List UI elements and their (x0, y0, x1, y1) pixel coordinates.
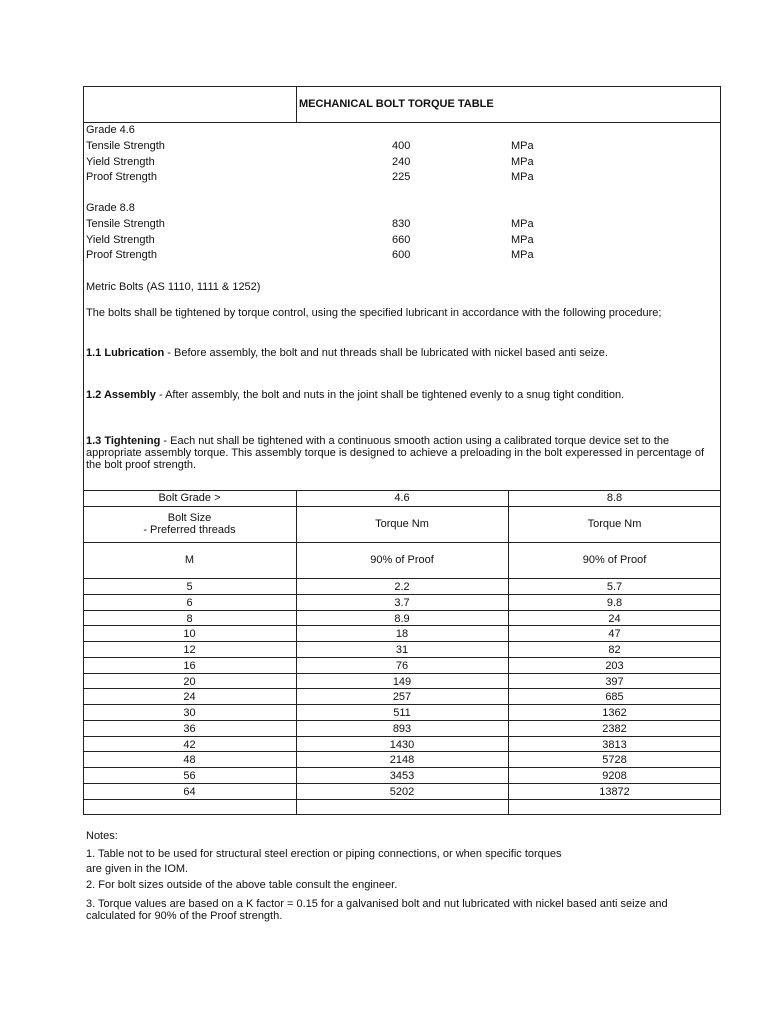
bolt-size-header (83, 506, 296, 542)
property-label: Proof Strength (86, 249, 157, 261)
table-cell: 76 (395, 660, 409, 672)
table-cell: 2.2 (394, 581, 410, 593)
table-cell: 12 (183, 644, 196, 656)
table-cell: 203 (605, 660, 624, 672)
property-label: Tensile Strength (86, 140, 165, 152)
header-cell: 90% of Proof (370, 554, 434, 566)
table-cell: 13872 (599, 786, 630, 798)
table-cell (296, 800, 508, 816)
property-value: 400 (392, 140, 411, 152)
table-cell: 893 (392, 723, 412, 735)
table-cell: 5 (186, 581, 193, 593)
note-item: 1. Table not to be used for structural steel erection or piping connections, or when specific torques (86, 848, 562, 860)
table-cell: 56 (183, 770, 196, 782)
note-item: are given in the IOM. (86, 863, 189, 875)
table-cell: 2382 (602, 723, 627, 735)
property-unit: MPa (511, 249, 534, 261)
divider (83, 122, 721, 123)
table-cell: 6 (186, 597, 193, 609)
table-cell: 257 (392, 691, 412, 703)
table-cell: 31 (395, 644, 409, 656)
property-value: 830 (392, 218, 411, 230)
header-cell: 4.6 (394, 492, 410, 504)
property-unit: MPa (511, 233, 534, 246)
table-cell: 18 (395, 628, 409, 640)
header-cell: M (184, 554, 195, 566)
step-text: - Before assembly, the bolt and nut threads shall be lubricated with nickel based anti seize. (164, 347, 608, 359)
table-cell: 47 (608, 628, 621, 640)
table-cell: 24 (608, 613, 621, 625)
table-cell: 397 (605, 676, 624, 688)
property-value: 240 (392, 155, 411, 168)
metric-note: Metric Bolts (AS 1110, 1111 & 1252) (86, 281, 261, 293)
table-cell: 149 (392, 676, 412, 688)
table-cell: 3813 (602, 739, 627, 751)
table-cell: 16 (183, 660, 196, 672)
table-cell: 5.7 (606, 581, 623, 593)
property-unit: MPa (511, 140, 534, 152)
property-label: Proof Strength (86, 171, 157, 183)
table-cell: 685 (605, 691, 624, 703)
property-label: Yield Strength (86, 155, 155, 168)
header-cell: Torque Nm (375, 518, 429, 530)
table-cell: 2148 (389, 754, 415, 766)
step-text: - After assembly, the bolt and nuts in the joint shall be tightened evenly to a snug tight condition. (155, 389, 625, 401)
note-item: 3. Torque values are based on a K factor = 0.15 for a galvanised bolt and nut lubricated with nickel based anti seize and calculated for 90% of the Proof strength. (86, 898, 668, 922)
step-heading: 1.2 Assembly (86, 389, 156, 401)
step-tightening (86, 435, 716, 471)
header-cell: Bolt Grade > (158, 492, 221, 504)
table-cell: 48 (183, 754, 196, 766)
notes-heading: Notes: (86, 830, 118, 842)
property-label: Tensile Strength (86, 218, 165, 230)
table-cell: 20 (183, 676, 196, 688)
intro-text: The bolts shall be tightened by torque control, using the specified lubricant in accordance with the following procedure; (86, 307, 662, 319)
step-heading: 1.3 Tightening (86, 435, 161, 447)
note-item: 2. For bolt sizes outside of the above table consult the engineer. (86, 879, 398, 891)
property-label: Yield Strength (86, 233, 155, 246)
grade-name: Grade 8.8 (86, 202, 135, 214)
table-cell: 64 (183, 786, 196, 798)
table-cell: 3.7 (394, 597, 410, 609)
table-cell: 9208 (602, 770, 627, 782)
header-cell: 90% of Proof (582, 554, 647, 566)
table-cell (508, 800, 721, 816)
divider (296, 86, 297, 122)
table-cell: 5728 (602, 754, 627, 766)
table-cell: 9.8 (606, 597, 623, 609)
table-cell: 42 (183, 739, 196, 751)
header-line: - Preferred threads (143, 524, 236, 536)
table-cell: 30 (183, 707, 196, 719)
step-lubrication (86, 347, 716, 359)
page-title: MECHANICAL BOLT TORQUE TABLE (299, 98, 494, 110)
table-cell: 8.9 (394, 613, 410, 625)
header-cell: 8.8 (606, 492, 623, 504)
property-unit: MPa (511, 171, 534, 183)
header-cell: Torque Nm (587, 518, 642, 530)
property-value: 225 (392, 171, 411, 183)
table-cell: 36 (183, 723, 196, 735)
grade-name: Grade 4.6 (86, 124, 135, 136)
step-assembly (86, 389, 716, 401)
table-cell: 1362 (602, 707, 627, 719)
table-cell (83, 800, 296, 816)
table-cell: 82 (608, 644, 621, 656)
table-cell: 511 (393, 707, 411, 719)
table-cell: 24 (183, 691, 196, 703)
table-cell: 8 (186, 613, 193, 625)
property-unit: MPa (511, 155, 534, 168)
step-text: - Each nut shall be tightened with a continuous smooth action using a calibrated torque device set to the appropriate assembly torque. This assembly torque is designed to achieve a preloading in the bolt experessed in percentage of the bolt proof strength. (86, 435, 705, 471)
table-cell: 10 (183, 628, 196, 640)
property-unit: MPa (511, 218, 534, 230)
table-cell: 1430 (389, 739, 415, 751)
step-heading: 1.1 Lubrication (86, 347, 165, 359)
property-value: 600 (392, 249, 411, 261)
table-cell: 5202 (389, 786, 415, 798)
table-cell: 3453 (389, 770, 415, 782)
header-line: Bolt Size (167, 512, 212, 524)
property-value: 660 (392, 233, 411, 246)
